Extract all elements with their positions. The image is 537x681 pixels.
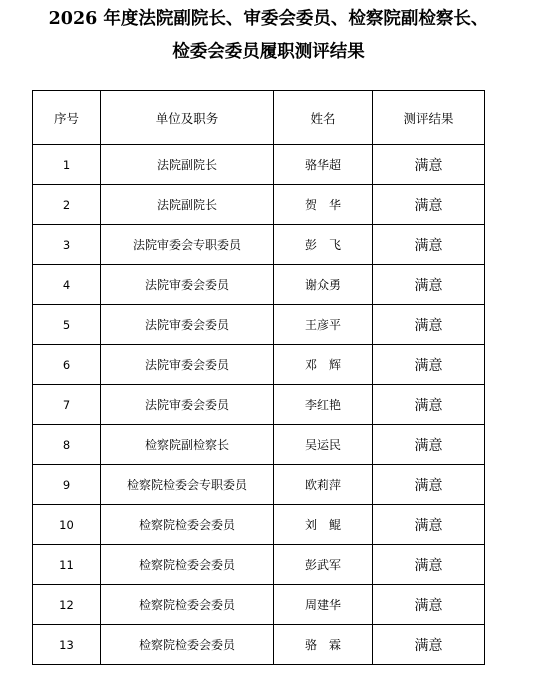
table-row — [33, 225, 485, 265]
cell-result: 满意 — [373, 465, 485, 505]
cell-name: 周建华 — [274, 585, 373, 625]
table-header-row — [33, 91, 485, 145]
cell-name: 彭武军 — [274, 545, 373, 585]
table-row — [33, 585, 485, 625]
cell-name: 骆 霖 — [274, 625, 373, 665]
table-row — [33, 465, 485, 505]
cell-name: 骆华超 — [274, 145, 373, 185]
cell-unit: 法院审委会委员 — [101, 305, 274, 345]
cell-result: 满意 — [373, 185, 485, 225]
cell-no: 6 — [33, 345, 101, 385]
header-name: 姓名 — [274, 91, 373, 145]
cell-name: 邓 辉 — [274, 345, 373, 385]
cell-unit: 检察院检委会委员 — [101, 625, 274, 665]
cell-name: 贺 华 — [274, 185, 373, 225]
cell-no: 12 — [33, 585, 101, 625]
cell-result: 满意 — [373, 225, 485, 265]
cell-unit: 法院审委会委员 — [101, 385, 274, 425]
cell-result: 满意 — [373, 305, 485, 345]
table-row — [33, 625, 485, 665]
cell-no: 5 — [33, 305, 101, 345]
table-row — [33, 145, 485, 185]
page-title-line-1: 2026 年度法院副院长、审委会委员、检察院副检察长、 — [48, 9, 489, 29]
cell-unit: 检察院副检察长 — [101, 425, 274, 465]
cell-no: 10 — [33, 505, 101, 545]
table-row — [33, 305, 485, 345]
cell-name: 李红艳 — [274, 385, 373, 425]
header-unit: 单位及职务 — [101, 91, 274, 145]
page-title-line-2: 检委会委员履职测评结果 — [172, 42, 365, 62]
header-no: 序号 — [33, 91, 101, 145]
cell-no: 9 — [33, 465, 101, 505]
cell-unit: 法院审委会专职委员 — [101, 225, 274, 265]
cell-result: 满意 — [373, 265, 485, 305]
cell-result: 满意 — [373, 585, 485, 625]
cell-no: 13 — [33, 625, 101, 665]
cell-result: 满意 — [373, 345, 485, 385]
cell-name: 彭 飞 — [274, 225, 373, 265]
cell-no: 1 — [33, 145, 101, 185]
cell-result: 满意 — [373, 545, 485, 585]
table-body — [33, 145, 485, 665]
cell-unit: 法院副院长 — [101, 185, 274, 225]
cell-unit: 法院副院长 — [101, 145, 274, 185]
header-result: 测评结果 — [373, 91, 485, 145]
table-row — [33, 425, 485, 465]
cell-name: 刘 鲲 — [274, 505, 373, 545]
cell-result: 满意 — [373, 625, 485, 665]
cell-no: 3 — [33, 225, 101, 265]
cell-result: 满意 — [373, 145, 485, 185]
table-row — [33, 265, 485, 305]
table-row — [33, 185, 485, 225]
cell-no: 8 — [33, 425, 101, 465]
cell-no: 2 — [33, 185, 101, 225]
cell-no: 11 — [33, 545, 101, 585]
table-row — [33, 505, 485, 545]
cell-name: 吴运民 — [274, 425, 373, 465]
table-row — [33, 345, 485, 385]
cell-unit: 检察院检委会委员 — [101, 505, 274, 545]
cell-result: 满意 — [373, 505, 485, 545]
cell-no: 4 — [33, 265, 101, 305]
cell-name: 王彦平 — [274, 305, 373, 345]
cell-unit: 检察院检委会委员 — [101, 585, 274, 625]
cell-name: 欧莉萍 — [274, 465, 373, 505]
cell-result: 满意 — [373, 425, 485, 465]
cell-unit: 法院审委会委员 — [101, 345, 274, 385]
cell-result: 满意 — [373, 385, 485, 425]
cell-unit: 法院审委会委员 — [101, 265, 274, 305]
table-row — [33, 385, 485, 425]
cell-no: 7 — [33, 385, 101, 425]
cell-name: 谢众勇 — [274, 265, 373, 305]
table-row — [33, 545, 485, 585]
cell-unit: 检察院检委会委员 — [101, 545, 274, 585]
cell-unit: 检察院检委会专职委员 — [101, 465, 274, 505]
results-table — [32, 90, 485, 665]
